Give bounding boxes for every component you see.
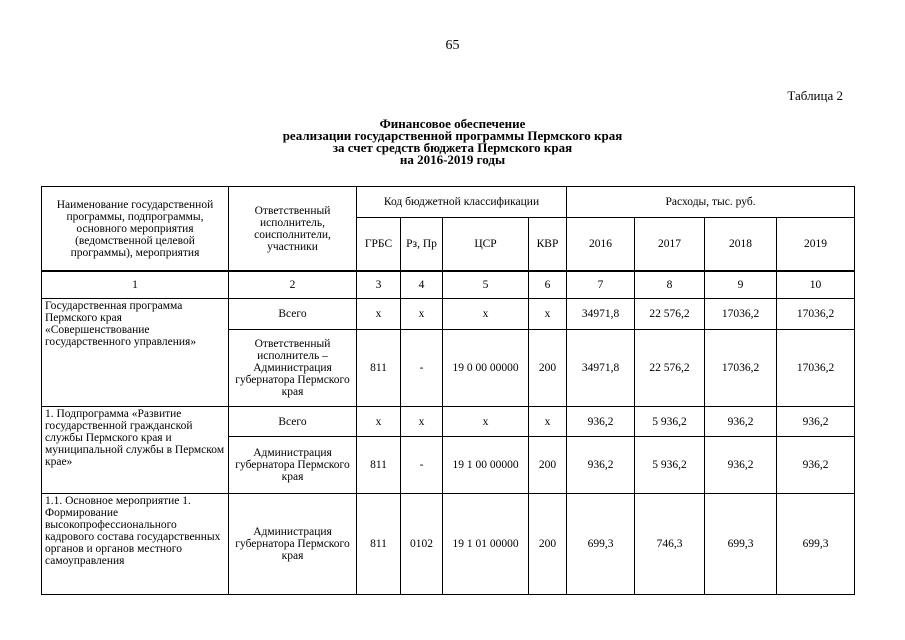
grbs-cell: 811 [357,494,401,595]
table-label: Таблица 2 [787,88,843,103]
column-number: 1 [42,271,229,299]
value-2018: 936,2 [705,437,777,494]
rz-cell: - [401,330,443,407]
header-name: Наименование государственной программы, подпрограммы, основного мероприятия (ведомственной целевой программы), мероприятия [42,187,229,272]
header-expenses: Расходы, тыс. руб. [567,187,855,218]
column-number: 10 [777,271,855,299]
value-2016: 936,2 [567,407,635,437]
column-number: 4 [401,271,443,299]
value-2019: 936,2 [777,407,855,437]
page-number: 65 [445,38,460,53]
grbs-cell: х [357,299,401,330]
value-2019: 17036,2 [777,299,855,330]
header-rz: Рз, Пр [401,218,443,272]
column-number: 5 [443,271,529,299]
executor-cell: Всего [229,407,357,437]
rz-cell: х [401,299,443,330]
title-line: реализации государственной программы Пермского края [282,128,623,143]
value-2016: 34971,8 [567,330,635,407]
value-2019: 699,3 [777,494,855,595]
csr-cell: 19 1 01 00000 [443,494,529,595]
header-year: 2019 [777,218,855,272]
document-title [0,118,905,166]
header-year: 2018 [705,218,777,272]
column-number: 7 [567,271,635,299]
value-2018: 699,3 [705,494,777,595]
program-name: Государственная программа Пермского края «Совершенствование государственного управления» [42,299,229,407]
value-2016: 34971,8 [567,299,635,330]
header-budget-code: Код бюджетной классификации [357,187,567,218]
header-csr: ЦСР [443,218,529,272]
finance-table [41,186,855,595]
grbs-cell: х [357,407,401,437]
kvr-cell: 200 [529,330,567,407]
value-2018: 936,2 [705,407,777,437]
column-number: 2 [229,271,357,299]
kvr-cell: х [529,407,567,437]
csr-cell: х [443,407,529,437]
title-line: за счет средств бюджета Пермского края [332,140,573,155]
column-number: 3 [357,271,401,299]
executor-cell: Администрация губернатора Пермского края [229,437,357,494]
subprogram-name: 1. Подпрограмма «Развитие государственной гражданской службы Пермского края и муниципальной службы в Пермском крае» [42,407,229,494]
csr-cell: х [443,299,529,330]
header-year: 2017 [635,218,705,272]
grbs-cell: 811 [357,437,401,494]
value-2016: 936,2 [567,437,635,494]
value-2019: 17036,2 [777,330,855,407]
header-kvr: КВР [529,218,567,272]
column-number: 9 [705,271,777,299]
csr-cell: 19 0 00 00000 [443,330,529,407]
executor-cell: Ответственный исполнитель – Администрация губернатора Пермского края [229,330,357,407]
grbs-cell: 811 [357,330,401,407]
column-number: 8 [635,271,705,299]
header-grbs: ГРБС [357,218,401,272]
header-executor: Ответственный исполнитель, соисполнители, участники [229,187,357,272]
header-year: 2016 [567,218,635,272]
title-line: на 2016-2019 годы [399,152,506,167]
table-row [42,494,855,595]
value-2018: 17036,2 [705,299,777,330]
table-row [42,407,855,437]
table-row [42,299,855,330]
value-2019: 936,2 [777,437,855,494]
kvr-cell: х [529,299,567,330]
kvr-cell: 200 [529,494,567,595]
value-2017: 22 576,2 [635,299,705,330]
column-number-row [42,271,855,299]
activity-name: 1.1. Основное мероприятие 1. Формирование высокопрофессионального кадрового состава государственных органов и органов местного самоуправления [42,494,229,595]
column-number: 6 [529,271,567,299]
executor-cell: Всего [229,299,357,330]
value-2017: 5 936,2 [635,407,705,437]
value-2017: 746,3 [635,494,705,595]
value-2018: 17036,2 [705,330,777,407]
csr-cell: 19 1 00 00000 [443,437,529,494]
value-2016: 699,3 [567,494,635,595]
value-2017: 22 576,2 [635,330,705,407]
title-line: Финансовое обеспечение [379,116,526,131]
executor-cell: Администрация губернатора Пермского края [229,494,357,595]
rz-cell: - [401,437,443,494]
value-2017: 5 936,2 [635,437,705,494]
rz-cell: х [401,407,443,437]
rz-cell: 0102 [401,494,443,595]
header-row [42,187,855,218]
kvr-cell: 200 [529,437,567,494]
